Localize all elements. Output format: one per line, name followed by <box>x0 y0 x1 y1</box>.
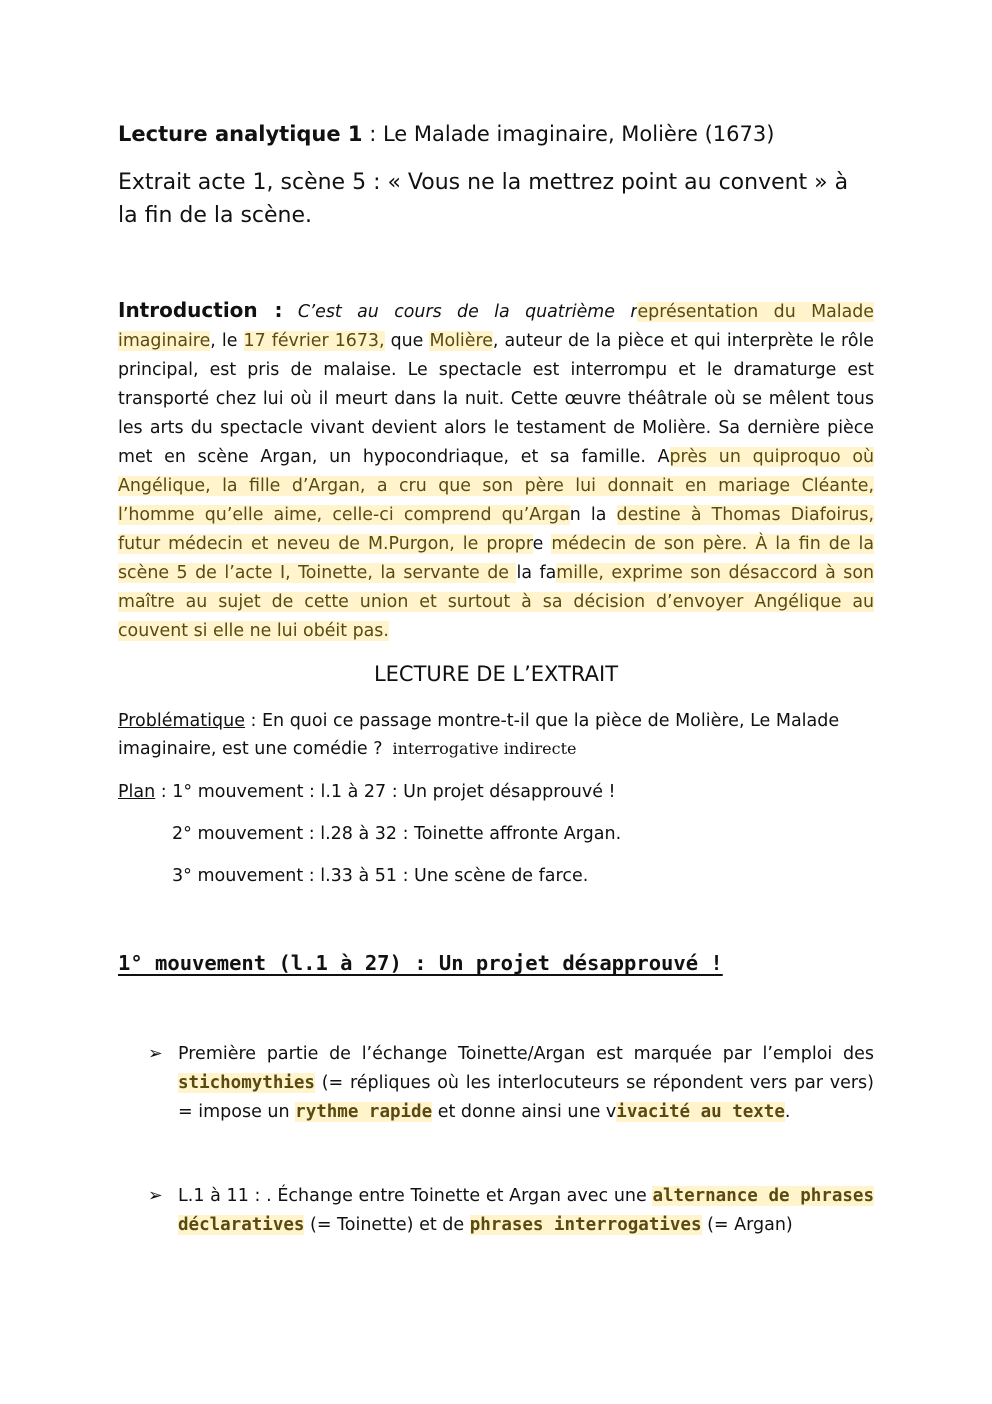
bullet-keyword: rythme rapide <box>295 1102 433 1122</box>
intro-highlight: près un quiproquo où Angélique, la fille d’Argan, a cru que son père lui donnait en mariage Cléante, l’homme qu’elle aime, celle-ci comprend qu’Arga <box>118 447 874 525</box>
problematique-label: Problématique <box>118 711 245 731</box>
list-item <box>148 1040 874 1127</box>
list-item-text <box>178 1040 874 1127</box>
intro-text: n la <box>569 505 617 525</box>
plan-movement-1: : 1° mouvement : l.1 à 27 : Un projet désapprouvé ! <box>155 782 616 802</box>
intro-text: , le <box>210 331 244 351</box>
introduction-paragraph <box>118 296 874 646</box>
bullet-text: L.1 à 11 : . Échange entre Toinette et Argan avec une <box>178 1186 653 1206</box>
intro-text: que <box>384 331 430 351</box>
bullet-keyword: ivacité au texte <box>616 1102 785 1122</box>
intro-text: , auteur de la pièce et qui interprète le rôle principal, est pris de malaise. Le spectacle est interrompu et le dramaturge est transporté chez lui où il meurt dans la nuit. Cette œuvre théâtrale où se mêlent tous les arts du spectacle vivant devient alors le testament de Molière. Sa dernière pièce met en scène Argan, un hypocondriaque, et sa famille. A <box>118 331 874 467</box>
bullet-text: Première partie de l’échange Toinette/Argan est marquée par l’emploi des <box>178 1044 874 1064</box>
problematique <box>118 707 874 763</box>
intro-text: e <box>532 534 552 554</box>
intro-text: C’est au cours de la quatrième r <box>282 302 638 322</box>
intro-highlight: destine à Thomas Diafoirus, futur médecin et neveu de M.Purgon, le propr <box>118 505 874 554</box>
title-rest: : Le Malade imaginaire, Molière (1673) <box>362 122 775 146</box>
intro-highlight: médecin de son père. À la fin de la scène 5 de l’acte I, Toinette, la servante de <box>118 534 874 583</box>
bullet-text: (= Toinette) et de <box>304 1215 470 1235</box>
bullet-text: (= répliques où les interlocuteurs se répondent vers par vers) = impose un <box>178 1073 874 1122</box>
intro-text: la fa <box>516 563 557 583</box>
list-item-text <box>178 1182 874 1240</box>
plan-label: Plan <box>118 782 156 802</box>
plan-movement-3: 3° mouvement : l.33 à 51 : Une scène de farce. <box>172 866 589 886</box>
title-label: Lecture analytique 1 <box>118 122 363 146</box>
intro-highlight: Molière <box>429 331 493 351</box>
bullet-keyword: stichomythies <box>178 1073 315 1093</box>
arrow-bullet-icon: ➢ <box>148 1186 163 1206</box>
intro-highlight: mille, exprime son désaccord à son maître au sujet de cette union et surtout à sa décision d’envoyer Angélique au couvent si elle ne lui obéit pas. <box>118 563 874 641</box>
bullet-text: (= Argan) <box>701 1215 793 1235</box>
bullet-text: et donne ainsi une v <box>432 1102 617 1122</box>
document-title <box>118 119 874 149</box>
bullet-keyword: alternance de phrases déclaratives <box>178 1186 874 1235</box>
intro-highlight: 17 février 1673, <box>243 331 385 351</box>
section-heading-lecture: LECTURE DE L’EXTRAIT <box>373 662 619 686</box>
problematique-note: interrogative indirecte <box>392 739 577 758</box>
plan-movement-2: 2° mouvement : l.28 à 32 : Toinette affronte Argan. <box>172 824 622 844</box>
movement-1-heading: 1° mouvement (l.1 à 27) : Un projet désapprouvé ! <box>118 951 723 975</box>
extract-reference: Extrait acte 1, scène 5 : « Vous ne la mettrez point au convent » à la fin de la scène. <box>118 170 849 228</box>
plan-line-1 <box>118 778 874 806</box>
bullet-text: . <box>784 1102 791 1122</box>
introduction-label: Introduction : <box>118 298 283 322</box>
intro-highlight: eprésentation du Malade imaginaire <box>118 302 875 351</box>
arrow-bullet-icon: ➢ <box>148 1044 163 1064</box>
list-item <box>148 1182 874 1240</box>
problematique-text: : En quoi ce passage montre-t-il que la pièce de Molière, Le Malade imaginaire, est une comédie ? <box>118 711 840 759</box>
bullet-keyword: phrases interrogatives <box>469 1215 702 1235</box>
